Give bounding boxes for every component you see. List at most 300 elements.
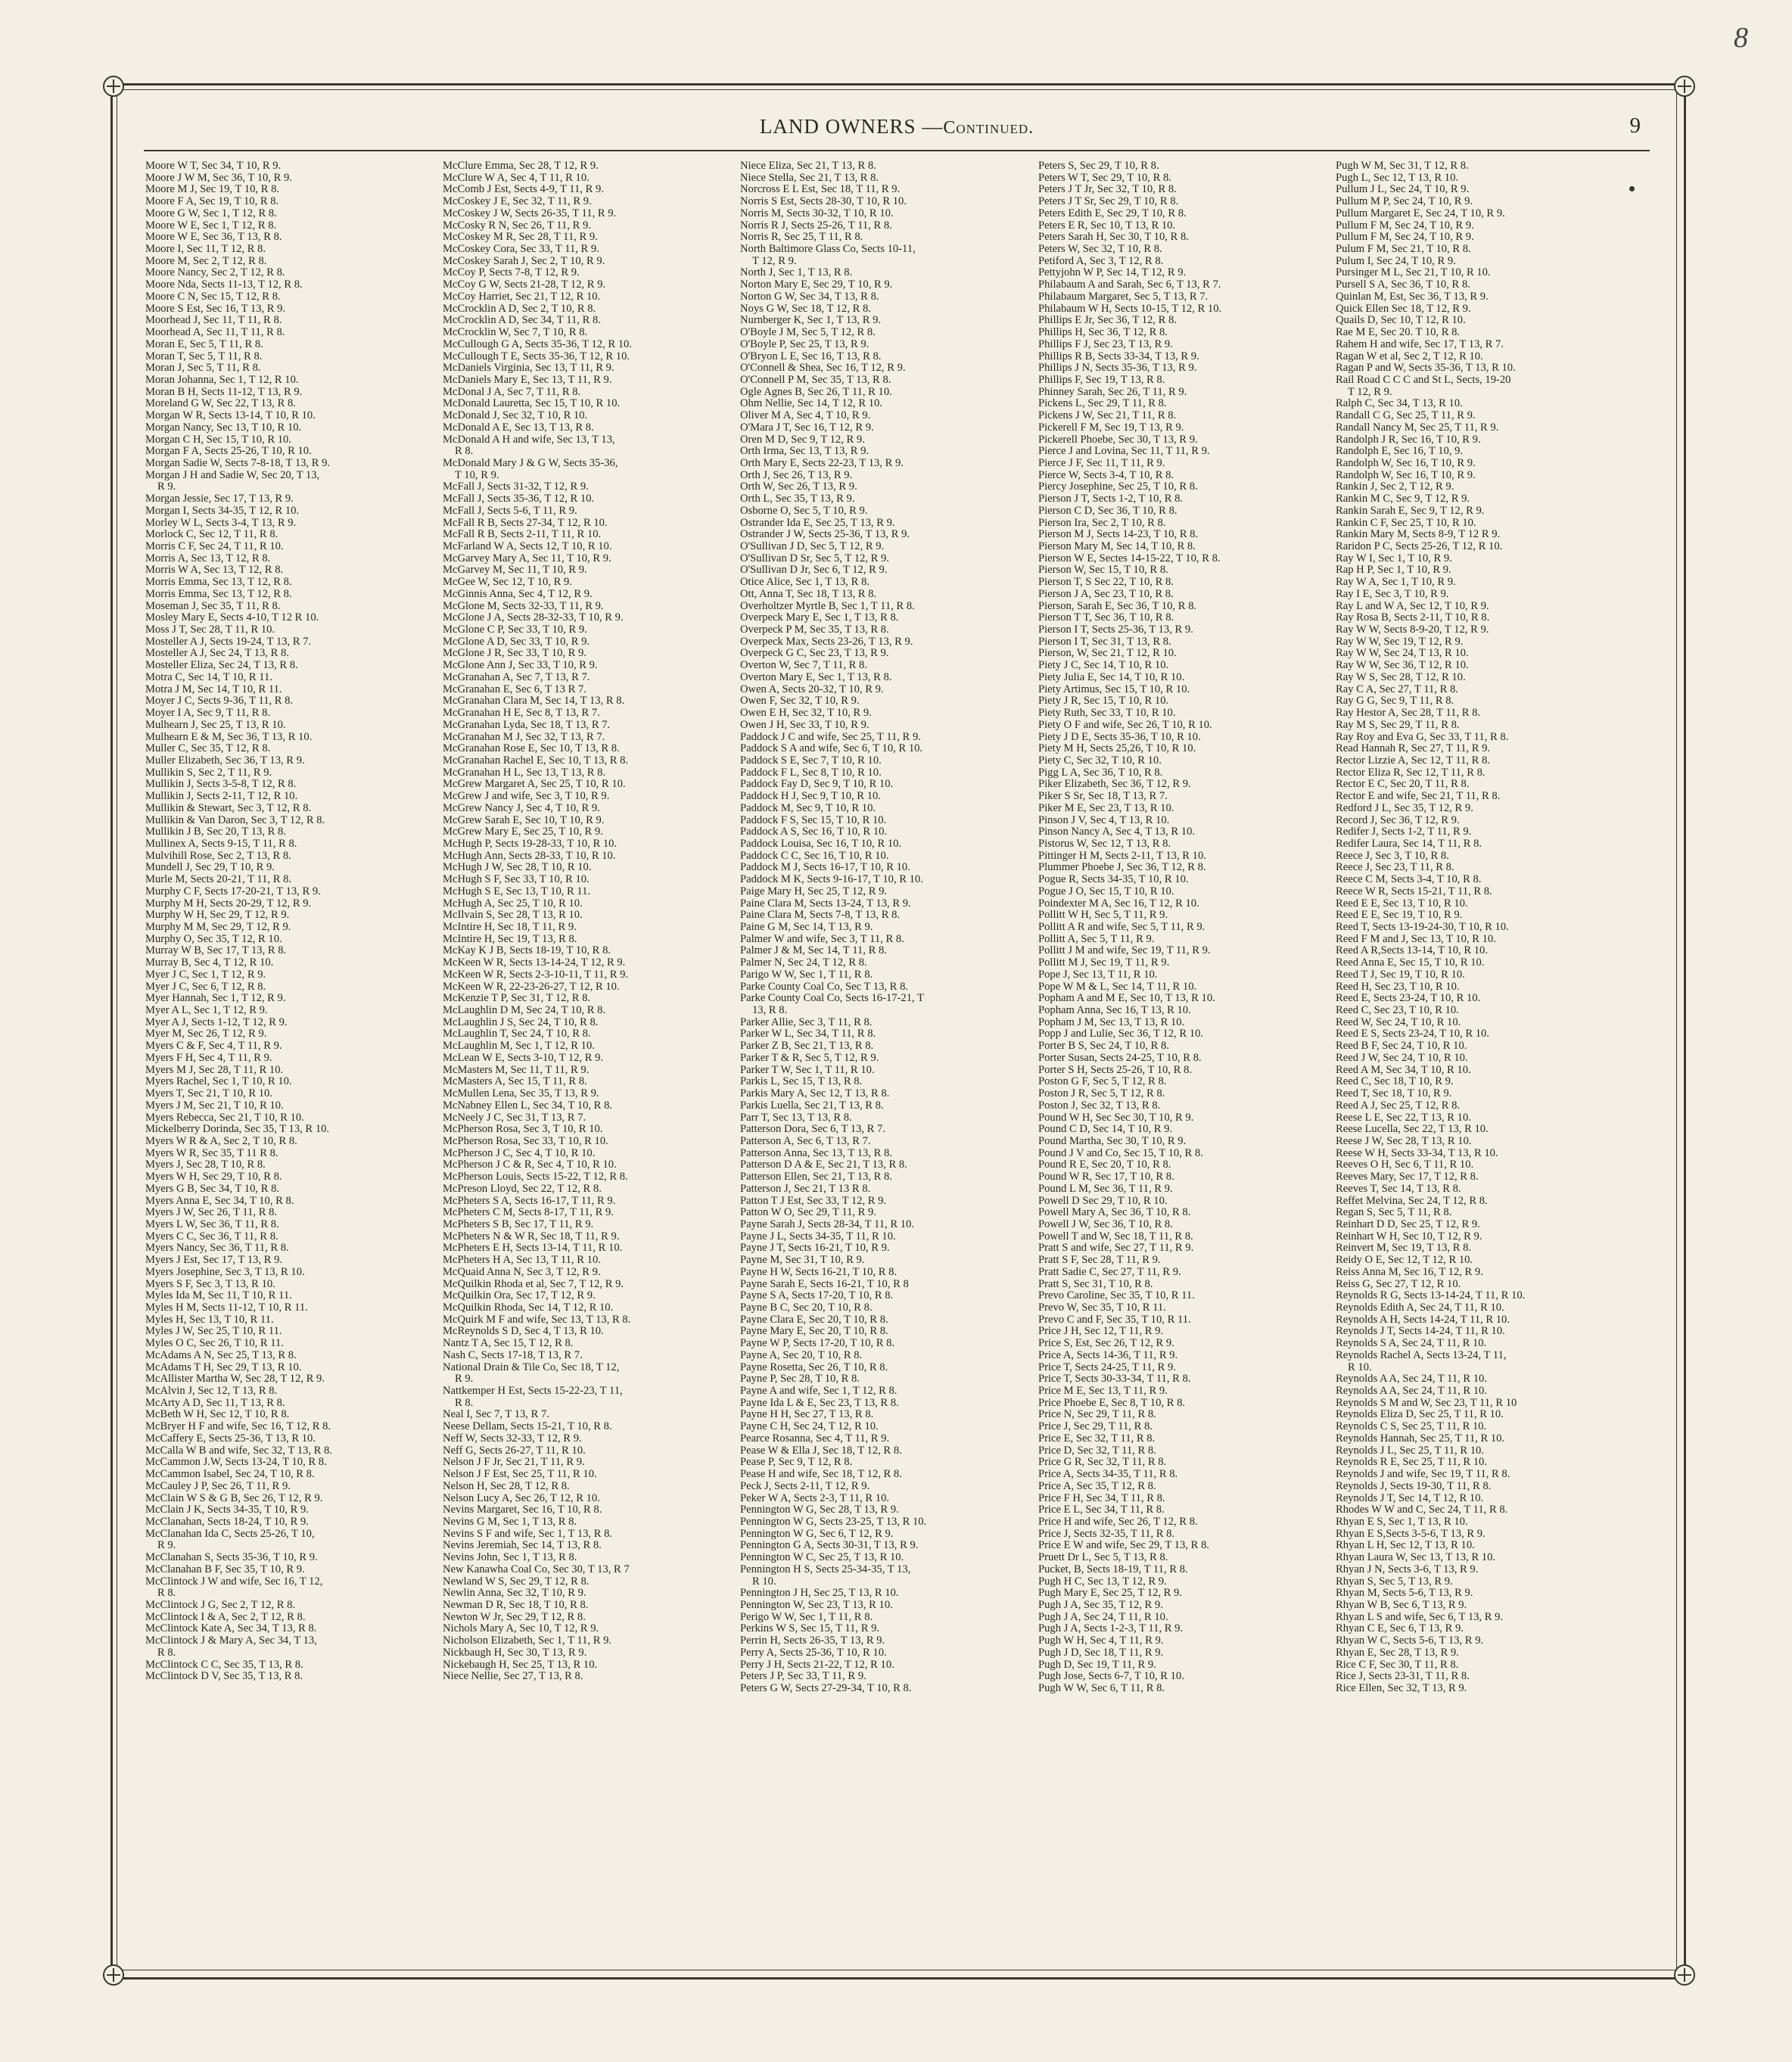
owner-entry: Payne Ida L & E, Sec 23, T 13, R 8. (740, 1396, 899, 1409)
owner-entry: Pierce J and Lovina, Sec 11, T 11, R 9. (1038, 445, 1210, 458)
owner-entry: Moore I, Sec 11, T 12, R 8. (145, 243, 266, 256)
owner-entry: McCauley J P, Sec 26, T 11, R 9. (145, 1479, 291, 1492)
owner-entry: Reece W R, Sects 15-21, T 11, R 8. (1336, 885, 1492, 897)
owner-entry: Pugh J A, Sec 35, T 12, R 9. (1038, 1598, 1163, 1611)
owner-entry: McLaughlin J S, Sec 24, T 10, R 8. (443, 1015, 599, 1028)
owner-entry: Pruett Dr L, Sec 5, T 13, R 8. (1038, 1551, 1168, 1564)
owner-entry: McCammon J.W, Sects 13-24, T 10, R 8. (145, 1456, 327, 1469)
owner-entry: Reynolds S A, Sec 24, T 11, R 10. (1336, 1337, 1487, 1350)
owner-entry: McClintock J G, Sec 2, T 12, R 8. (145, 1598, 296, 1611)
owner-entry: McPheters N & W R, Sec 18, T 11, R 9. (443, 1230, 620, 1242)
owner-entry: Pollitt M J, Sec 19, T 11, R 9. (1038, 956, 1170, 969)
owner-entry: T 10, R 9. (455, 468, 499, 481)
owner-entry: Morlock C, Sec 12, T 11, R 8. (145, 528, 278, 541)
owner-entry: Pugh W W, Sec 6, T 11, R 8. (1038, 1682, 1165, 1694)
owner-entry: Overpeck Mary E, Sec 1, T 13, R 8. (740, 611, 899, 624)
owner-entry: Pierson T T, Sec 36, T 10, R 8. (1038, 611, 1174, 624)
owner-entry: R 8. (455, 1396, 474, 1409)
owner-entry: Moseman J, Sec 35, T 11, R 8. (145, 599, 281, 612)
owner-entry: Rector Eliza R, Sec 12, T 11, R 8. (1336, 766, 1486, 779)
owner-entry: Paddock J C and wife, Sec 25, T 11, R 9. (740, 730, 921, 743)
owner-entry: Payne M, Sec 31, T 10, R 9. (740, 1254, 865, 1267)
owner-entry: Prevo Caroline, Sec 35, T 10, R 11. (1038, 1289, 1195, 1302)
owner-entry: Nicholson Elizabeth, Sec 1, T 11, R 9. (443, 1634, 612, 1647)
owner-entry: Myers J Est, Sec 17, T 13, R 9. (145, 1254, 283, 1267)
owner-entry: Moore Nda, Sects 11-13, T 12, R 8. (145, 278, 303, 291)
column-5 (1336, 160, 1623, 1695)
owner-entry: Reed A R,Sects 13-14, T 10, R 10. (1336, 944, 1488, 957)
owner-entry: Paddock S A and wife, Sec 6, T 10, R 10. (740, 742, 923, 755)
owner-entry: Peters J T Jr, Sec 32, T 10, R 8. (1038, 183, 1177, 196)
owner-entry: McPheters S A, Sects 16-17, T 11, R 9. (443, 1194, 616, 1207)
owner-entry: Paine Clara M, Sects 13-24, T 13, R 9. (740, 897, 911, 910)
owner-entry: Otice Alice, Sec 1, T 13, R 8. (740, 576, 870, 589)
owner-entry: R 8. (157, 1587, 176, 1600)
owner-entry: Nelson J F Jr, Sec 21, T 11, R 9. (443, 1456, 585, 1469)
owner-entry: Paige Mary H, Sec 25, T 12, R 9. (740, 885, 888, 897)
owner-entry: McCullough T E, Sects 35-36, T 12, R 10. (443, 350, 630, 362)
page-title-main: LAND OWNERS — (759, 115, 944, 138)
owner-entry: Quinlan M, Est, Sec 36, T 13, R 9. (1336, 290, 1489, 303)
owner-entry: Myers M J, Sec 28, T 11, R 10. (145, 1063, 284, 1076)
owner-entry: McQuilkin Rhoda et al, Sec 7, T 12, R 9. (443, 1277, 624, 1290)
owner-entry: Price E W and wife, Sec 29, T 13, R 8. (1038, 1539, 1209, 1552)
owner-entry: Overton W, Sec 7, T 11, R 8. (740, 659, 867, 672)
owner-entry: Parigo W W, Sec 1, T 11, R 8. (740, 968, 873, 981)
owner-entry: Pugh W M, Sec 31, T 12, R 8. (1336, 160, 1469, 172)
owner-entry: Ray W W, Sec 24, T 13, R 10. (1336, 647, 1469, 660)
owner-entry: Overton Mary E, Sec 1, T 13, R 8. (740, 670, 892, 683)
page-corner-mark: 8 (1734, 22, 1748, 54)
owner-entry: Owen F, Sec 32, T 10, R 9. (740, 695, 860, 708)
owner-entry: McFall R B, Sects 2-11, T 11, R 10. (443, 528, 602, 541)
owner-entry: Moran Johanna, Sec 1, T 12, R 10. (145, 373, 299, 386)
owner-entry: Paine G M, Sec 14, T 13, R 9. (740, 921, 873, 933)
owner-entry: McHugh S F, Sec 33, T 10, R 10. (443, 873, 590, 886)
owner-entry: Rap H P, Sec 1, T 10, R 9. (1336, 564, 1451, 577)
owner-entry: Niece Eliza, Sec 21, T 13, R 8. (740, 160, 876, 172)
owner-entry: Reese Lucella, Sec 22, T 13, R 10. (1336, 1123, 1489, 1136)
owner-entry: Reeves T, Sec 14, T 13, R 8. (1336, 1182, 1461, 1195)
owner-entry: Pennington G A, Sects 30-31, T 13, R 9. (740, 1539, 919, 1552)
owner-entry: Rhyan M, Sects 5-6, T 13, R 9. (1336, 1587, 1473, 1600)
owner-entry: Orth L, Sec 35, T 13, R 9. (740, 493, 855, 505)
owner-entry: Ogle Agnes B, Sec 26, T 11, R 10. (740, 385, 892, 398)
owner-entry: McPherson J C & R, Sec 4, T 10, R 10. (443, 1159, 617, 1171)
owner-entry: Rhyan W B, Sec 6, T 13, R 9. (1336, 1598, 1467, 1611)
owner-entry: Price Phoebe E, Sec 8, T 10, R 8. (1038, 1396, 1186, 1409)
owner-entry: Raridon P C, Sects 25-26, T 12, R 10. (1336, 540, 1503, 552)
owner-entry: McKenzie T P, Sec 31, T 12, R 8. (443, 992, 591, 1005)
owner-entry: Reed E E, Sec 13, T 10, R 10. (1336, 897, 1468, 910)
owner-entry: Pease H and wife, Sec 18, T 12, R 8. (740, 1468, 902, 1481)
owner-entry: McGrew Margaret A, Sec 25, T 10, R 10. (443, 778, 626, 791)
owner-entry: Moore G W, Sec 1, T 12, R 8. (145, 207, 277, 219)
owner-entry: Morley W L, Sects 3-4, T 13, R 9. (145, 516, 297, 529)
owner-entry: McHugh Ann, Sects 28-33, T 10, R 10. (443, 849, 616, 862)
owner-entry: McGranahan Rachel E, Sec 10, T 13, R 8. (443, 754, 629, 767)
owner-entry: Phillips E Jr, Sec 36, T 12, R 8. (1038, 314, 1177, 327)
owner-entry: Morris C F, Sec 24, T 11, R 10. (145, 540, 284, 552)
owner-entry: Patterson Anna, Sec 13, T 13, R 8. (740, 1146, 892, 1159)
owner-entry: Overholtzer Myrtle B, Sec 1, T 11, R 8. (740, 599, 915, 612)
owner-entry: Rhyan E S, Sec 1, T 13, R 10. (1336, 1515, 1468, 1528)
owner-entry: Myles H M, Sects 11-12, T 10, R 11. (145, 1302, 308, 1314)
owner-entry: Pennington W G, Sects 23-25, T 13, R 10. (740, 1515, 927, 1528)
owner-entry: McDaniels Mary E, Sec 13, T 11, R 9. (443, 373, 612, 386)
owner-entry: Noys G W, Sec 18, T 12, R 8. (740, 302, 871, 315)
owner-entry: Quails D, Sec 10, T 12, R 10. (1336, 314, 1466, 327)
owner-entry: Motra C, Sec 14, T 10, R 11. (145, 670, 272, 683)
owner-entry: Payne P, Sec 28, T 10, R 8. (740, 1373, 860, 1386)
owner-entry: Pickens J W, Sec 21, T 11, R 8. (1038, 409, 1177, 422)
owner-entry: Reed C, Sec 23, T 10, R 10. (1336, 1004, 1459, 1017)
owner-entry: Payne Clara E, Sec 20, T 10, R 8. (740, 1313, 888, 1326)
owner-entry: Myer M, Sec 26, T 12, R 9. (145, 1028, 267, 1040)
column-4 (1038, 160, 1326, 1695)
owner-entry: Moore M J, Sec 19, T 10, R 8. (145, 183, 280, 196)
owner-entry: Pugh J D, Sec 18, T 11, R 9. (1038, 1646, 1164, 1659)
owner-entry: Mundell J, Sec 29, T 10, R 9. (145, 861, 275, 874)
owner-entry: McClure Emma, Sec 28, T 12, R 9. (443, 160, 599, 172)
owner-entry: Ralph C, Sec 34, T 13, R 10. (1336, 397, 1463, 410)
owner-entry: Murphy O, Sec 35, T 12, R 10. (145, 932, 282, 945)
owner-entry: Reiss G, Sec 27, T 12, R 10. (1336, 1277, 1461, 1290)
owner-entry: Parker Allie, Sec 3, T 11, R 8. (740, 1015, 873, 1028)
owner-entry: Ray G G, Sec 9, T 11, R 8. (1336, 695, 1454, 708)
owner-entry: 13, R 8. (752, 1004, 788, 1017)
column-2 (443, 160, 730, 1683)
owner-entry: McDonald A E, Sec 13, T 13, R 8. (443, 421, 594, 434)
owner-entry: Mosley Mary E, Sects 4-10, T 12 R 10. (145, 611, 319, 624)
owner-entry: New Kanawha Coal Co, Sec 30, T 13, R 7 (443, 1563, 630, 1575)
owner-entry: Parkis Luella, Sec 21, T 13, R 8. (740, 1099, 884, 1112)
owner-entry: Pierson Ira, Sec 2, T 10, R 8. (1038, 516, 1166, 529)
owner-entry: Payne W P, Sects 17-20, T 10, R 8. (740, 1337, 895, 1350)
owner-entry: Price A, Sects 14-36, T 11, R 9. (1038, 1348, 1178, 1361)
owner-entry: Ragan P and W, Sects 35-36, T 13, R 10. (1336, 362, 1516, 375)
owner-entry: Pierson Mary M, Sec 14, T 10, R 8. (1038, 540, 1196, 552)
owner-entry: Moyer I A, Sec 9, T 11, R 8. (145, 707, 271, 720)
owner-entry: Pound R E, Sec 20, T 10, R 8. (1038, 1159, 1171, 1171)
owner-entry: McClanahan B F, Sec 35, T 10, R 9. (145, 1563, 305, 1575)
owner-entry: Parker T W, Sec 1, T 11, R 10. (740, 1063, 875, 1076)
owner-entry: Payne H W, Sects 16-21, T 10, R 8. (740, 1265, 898, 1278)
owner-entry: Pugh D, Sec 19, T 11, R 9. (1038, 1658, 1156, 1671)
owner-entry: Pigg L A, Sec 36, T 10, R 8. (1038, 766, 1163, 779)
owner-entry: McLaughlin D M, Sec 24, T 10, R 8. (443, 1004, 606, 1017)
owner-entry: Reynolds A A, Sec 24, T 11, R 10. (1336, 1385, 1488, 1398)
owner-entry: McCoskey Cora, Sec 33, T 11, R 9. (443, 243, 599, 256)
owner-entry: Myers Rachel, Sec 1, T 10, R 10. (145, 1075, 292, 1088)
owner-entry: Patton W O, Sec 29, T 11, R 9. (740, 1206, 876, 1219)
owner-entry: McNeely J C, Sec 31, T 13, R 7. (443, 1111, 586, 1124)
owner-entry: Orth Mary E, Sects 22-23, T 13, R 9. (740, 456, 904, 469)
owner-entry: Morgan F A, Sects 25-26, T 10, R 10. (145, 445, 312, 458)
owner-entry: Nash C, Sects 17-18, T 13, R 7. (443, 1348, 583, 1361)
owner-entry: McPherson Rosa, Sec 3, T 10, R 10. (443, 1123, 603, 1136)
owner-entry: Mulvihill Rose, Sec 2, T 13, R 8. (145, 849, 291, 862)
owner-entry: Pierson M J, Sects 14-23, T 10, R 8. (1038, 528, 1199, 541)
owner-entry: McLaughlin T, Sec 24, T 10, R 8. (443, 1028, 591, 1040)
owner-entry: Perry A, Sects 25-36, T 10, R 10. (740, 1646, 887, 1659)
owner-entry: Reese J W, Sec 28, T 13, R 10. (1336, 1134, 1472, 1147)
owner-entry: Rahem H and wife, Sec 17, T 13, R 7. (1336, 337, 1504, 350)
owner-entry: Neff W, Sects 32-33, T 12, R 9. (443, 1432, 582, 1445)
owner-entry: Price A, Sects 34-35, T 11, R 8. (1038, 1468, 1178, 1481)
page-number: 9 (1629, 114, 1641, 138)
owner-entry: Morgan Jessie, Sec 17, T 13, R 9. (145, 493, 294, 505)
owner-entry: Porter S H, Sects 25-26, T 10, R 8. (1038, 1063, 1192, 1076)
owner-entry: Price A, Sec 35, T 12, R 8. (1038, 1479, 1156, 1492)
owner-entry: McClanahan, Sects 18-24, T 10, R 9. (145, 1515, 309, 1528)
owner-entry: McCrocklin W, Sec 7, T 10, R 8. (443, 326, 588, 339)
owner-entry: Nevins Margaret, Sec 16, T 10, R 8. (443, 1504, 602, 1516)
owner-entry: Rice Ellen, Sec 32, T 13, R 9. (1336, 1682, 1467, 1694)
owner-entry: Nurnberger K, Sec 1, T 13, R 9. (740, 314, 882, 327)
owner-entry: McGinnis Anna, Sec 4, T 12, R 9. (443, 587, 593, 600)
owner-entry: Pennington J H, Sec 25, T 13, R 10. (740, 1587, 899, 1600)
owner-entry: Reynolds Hannah, Sec 25, T 11, R 10. (1336, 1432, 1505, 1445)
page-header (144, 114, 1650, 147)
owner-entry: Parke County Coal Co, Sects 16-17-21, T (740, 992, 924, 1005)
owner-entry: Phinney Sarah, Sec 26, T 11, R 9. (1038, 385, 1187, 398)
owner-entry: Reynolds R E, Sec 25, T 11, R 10. (1336, 1456, 1487, 1469)
owner-entry: Peters J T Sr, Sec 29, T 10, R 8. (1038, 195, 1179, 208)
owner-entry: McCoskey M R, Sec 28, T 11, R 9. (443, 231, 598, 244)
owner-entry: Morris W A, Sec 13, T 12, R 8. (145, 564, 284, 577)
owner-entry: Morgan Nancy, Sec 13, T 10, R 10. (145, 421, 302, 434)
owner-entry: Pogue J O, Sec 15, T 10, R 10. (1038, 885, 1174, 897)
owner-entry: Myers F H, Sec 4, T 11, R 9. (145, 1051, 272, 1064)
owner-entry: Murray W B, Sec 17, T 13, R 8. (145, 944, 287, 957)
owner-entry: Price D, Sec 32, T 11, R 8. (1038, 1444, 1156, 1457)
owner-entry: Myers L W, Sec 36, T 11, R 8. (145, 1218, 279, 1230)
owner-entry: Patton T J Est, Sec 33, T 12, R 9. (740, 1194, 887, 1207)
owner-entry: Ragan W et al, Sec 2, T 12, R 10. (1336, 350, 1483, 362)
owner-entry: Pratt S, Sec 31, T 10, R 8. (1038, 1277, 1153, 1290)
owner-entry: Rail Road C C C and St L, Sects, 19-20 (1336, 373, 1511, 386)
owner-entry: Pettyjohn W P, Sec 14, T 12, R 9. (1038, 266, 1187, 279)
owner-entry: Norris R J, Sects 25-26, T 11, R 8. (740, 219, 892, 232)
owner-entry: Paddock H J, Sec 9, T 10, R 10. (740, 790, 881, 803)
owner-entry: Moore W E, Sec 1, T 12, R 8. (145, 219, 277, 232)
owner-entry: Parke County Coal Co, Sec T 13, R 8. (740, 980, 909, 993)
owner-entry: Reynolds S M and W, Sec 23, T 11, R 10 (1336, 1396, 1517, 1409)
owner-entry: Pope J, Sec 13, T 11, R 10. (1038, 968, 1158, 981)
owner-entry: Phillips F, Sec 19, T 13, R 8. (1038, 373, 1165, 386)
owner-entry: Myer J C, Sec 1, T 12, R 9. (145, 968, 266, 981)
owner-entry: Ohm Nellie, Sec 14, T 12, R 10. (740, 397, 882, 410)
owner-entry: Moore F A, Sec 19, T 10, R 8. (145, 195, 279, 208)
owner-entry: Moss J T, Sec 28, T 11, R 10. (145, 624, 275, 636)
owner-entry: Rhyan S, Sec 5, T 13, R 9. (1336, 1575, 1453, 1588)
owner-entry: O'Sullivan D Jr, Sec 6, T 12, R 9. (740, 564, 888, 577)
owner-entry: Morgan W R, Sects 13-14, T 10, R 10. (145, 409, 316, 422)
owner-entry: McCoskey J E, Sec 32, T 11, R 9. (443, 195, 592, 208)
owner-entry: McFall J, Sects 31-32, T 12, R 9. (443, 481, 589, 493)
owner-entry: Popham J M, Sec 13, T 13, R 10. (1038, 1015, 1185, 1028)
owner-entry: Philabaum W H, Sects 10-15, T 12, R 10. (1038, 302, 1222, 315)
header-rule (144, 150, 1650, 151)
owner-entry: Orth J, Sec 26, T 13, R 9. (740, 468, 853, 481)
owner-entry: Rhodes W W and C, Sec 24, T 11, R 8. (1336, 1504, 1508, 1516)
owner-entry: Myer Hannah, Sec 1, T 12, R 9. (145, 992, 286, 1005)
owner-entry: McCaffery E, Sects 25-36, T 13, R 10. (145, 1432, 316, 1445)
owner-entry: Norcross E L Est, Sec 18, T 11, R 9. (740, 183, 901, 196)
owner-entry: Pullum F M, Sec 24, T 10, R 9. (1336, 231, 1474, 244)
owner-entry: McClain J K, Sects 34-35, T 10, R 9. (145, 1504, 309, 1516)
owner-entry: Moran T, Sec 5, T 11, R 8. (145, 350, 263, 362)
owner-entry: McClintock D V, Sec 35, T 13, R 8. (145, 1670, 303, 1683)
owner-entry: Ray W W, Sects 8-9-20, T 12, R 9. (1336, 624, 1489, 636)
owner-entry: McGarvey M, Sec 11, T 10, R 9. (443, 564, 587, 577)
owner-entry: Reece J, Sec 23, T 11, R 8. (1336, 861, 1454, 874)
owner-entry: Piety J R, Sec 15, T 10, R 10. (1038, 695, 1169, 708)
owner-entry: Myers J, Sec 28, T 10, R 8. (145, 1159, 266, 1171)
owner-entry: Orth Irma, Sec 13, T 13, R 9. (740, 445, 870, 458)
owner-entry: McQuirk M F and wife, Sec 13, T 13, R 8. (443, 1313, 631, 1326)
owner-entry: Pierson W, Sec 15, T 10, R 8. (1038, 564, 1168, 577)
owner-entry: Price T, Sects 30-33-34, T 11, R 8. (1038, 1373, 1191, 1386)
owner-entry: Reynolds J L, Sec 25, T 11, R 10. (1336, 1444, 1484, 1457)
owner-entry: Poston J R, Sec 5, T 12, R 8. (1038, 1087, 1165, 1100)
owner-entry: Mosteller A J, Sects 19-24, T 13, R 7. (145, 635, 312, 648)
owner-entry: Moore Nancy, Sec 2, T 12, R 8. (145, 266, 285, 279)
owner-entry: McGranahan A, Sec 7, T 13, R 7. (443, 670, 590, 683)
owner-entry: Petiford A, Sec 3, T 12, R 8. (1038, 254, 1164, 267)
owner-entry: Palmer W and wife, Sec 3, T 11, R 8. (740, 932, 904, 945)
owner-entry: McPherson J C, Sec 4, T 10, R 10. (443, 1146, 596, 1159)
owner-entry: Phillips R B, Sects 33-34, T 13, R 9. (1038, 350, 1199, 362)
owner-entry: Payne J T, Sects 16-21, T 10, R 9. (740, 1242, 890, 1255)
owner-entry: Popp J and Lulie, Sec 36, T 12, R 10. (1038, 1028, 1203, 1040)
owner-entry: Myers Rebecca, Sec 21, T 10, R 10. (145, 1111, 304, 1124)
owner-entry: Myles H, Sec 13, T 10, R 11. (145, 1313, 274, 1326)
owner-entry: Piety Ruth, Sec 33, T 10, R 10. (1038, 707, 1176, 720)
owner-entry: Palmer N, Sec 24, T 12, R 8. (740, 956, 867, 969)
owner-entry: Peters Edith E, Sec 29, T 10, R 8. (1038, 207, 1187, 219)
page-title (144, 115, 1650, 138)
owner-entry: Mullikin & Stewart, Sec 3, T 12, R 8. (145, 801, 312, 814)
owner-entry: Powell Mary A, Sec 36, T 10, R 8. (1038, 1206, 1191, 1219)
owner-entry: Peters E R, Sec 10, T 13, R 10. (1038, 219, 1176, 232)
owner-entry: Moore W E, Sec 36, T 13, R 8. (145, 231, 282, 244)
owner-entry: Reed A J, Sec 25, T 12, R 8. (1336, 1099, 1461, 1112)
owner-entry: Pennington H S, Sects 25-34-35, T 13, (740, 1563, 911, 1575)
owner-entry: Newman D R, Sec 18, T 10, R 8. (443, 1598, 589, 1611)
owner-entry: Perry J H, Sects 21-22, T 12, R 10. (740, 1658, 894, 1671)
owner-entry: Randolph W, Sec 16, T 10, R 9. (1336, 456, 1476, 469)
owner-entry: North J, Sec 1, T 13, R 8. (740, 266, 853, 279)
owner-entry: Reed T, Sects 13-19-24-30, T 10, R 10. (1336, 921, 1509, 933)
owner-entry: Payne Rosetta, Sec 26, T 10, R 8. (740, 1361, 888, 1373)
page-title-continued: Continued. (943, 118, 1034, 138)
owner-entry: Ostrander Ida E, Sec 25, T 13, R 9. (740, 516, 895, 529)
owner-entry: McIntire H, Sec 19, T 13, R 8. (443, 932, 577, 945)
owner-entry: Popham A and M E, Sec 10, T 13, R 10. (1038, 992, 1215, 1005)
owner-entry: Ostrander J W, Sects 25-36, T 13, R 9. (740, 528, 910, 541)
owner-entry: Morgan C H, Sec 15, T 10, R 10. (145, 433, 291, 446)
owner-entry: Rhyan C E, Sec 6, T 13, R 9. (1336, 1622, 1464, 1635)
owner-entry: Paddock C C, Sec 16, T 10, R 10. (740, 849, 889, 862)
owner-entry: Pound J V and Co, Sec 15, T 10, R 8. (1038, 1146, 1203, 1159)
owner-entry: McComb J Est, Sects 4-9, T 11, R 9. (443, 183, 604, 196)
owner-entry: McFall J, Sects 35-36, T 12, R 10. (443, 493, 595, 505)
owner-entry: McPreson Lloyd, Sec 22, T 12, R 8. (443, 1182, 602, 1195)
owner-entry: Mullinex A, Sects 9-15, T 11, R 8. (145, 837, 297, 850)
owner-entry: Norris R, Sec 25, T 11, R 8. (740, 231, 863, 244)
owner-entry: Rhyan L S and wife, Sec 6, T 13, R 9. (1336, 1610, 1504, 1623)
owner-entry: Oliver M A, Sec 4, T 10, R 9. (740, 409, 871, 422)
owner-entry: McPherson Rosa, Sec 33, T 10, R 10. (443, 1134, 608, 1147)
owner-entry: McGee W, Sec 12, T 10, R 9. (443, 576, 572, 589)
owner-entry: Porter Susan, Sects 24-25, T 10, R 8. (1038, 1051, 1202, 1064)
owner-entry: O'Sullivan J D, Sec 5, T 12, R 9. (740, 540, 885, 552)
owner-entry: Myers S F, Sec 3, T 13, R 10. (145, 1277, 275, 1290)
owner-entry: Reynolds A A, Sec 24, T 11, R 10. (1336, 1373, 1488, 1386)
owner-entry: McCoy Harriet, Sec 21, T 12, R 10. (443, 290, 601, 303)
owner-entry: Mullikin J, Sects 3-5-8, T 12, R 8. (145, 778, 297, 791)
owner-entry: Plummer Phoebe J, Sec 36, T 12, R 8. (1038, 861, 1206, 874)
owner-entry: Overpeck G C, Sec 23, T 13, R 9. (740, 647, 889, 660)
owner-entry: Rice C F, Sec 30, T 11, R 8. (1336, 1658, 1459, 1671)
owner-entry: Pollitt J M and wife, Sec 19, T 11, R 9. (1038, 944, 1211, 957)
owner-entry: Moore W T, Sec 34, T 10, R 9. (145, 160, 282, 172)
owner-entry: Pinson Nancy A, Sec 4, T 13, R 10. (1038, 826, 1196, 838)
owner-entry: McAllister Martha W, Sec 28, T 12, R 9. (145, 1373, 325, 1386)
owner-entry: Poston G F, Sec 5, T 12, R 8. (1038, 1075, 1167, 1088)
owner-entry: Newton W Jr, Sec 29, T 12, R 8. (443, 1610, 586, 1623)
owner-entry: Pulum I, Sec 24, T 10, R 9. (1336, 254, 1456, 267)
owner-entry: Pursell S A, Sec 36, T 10, R 8. (1336, 278, 1470, 291)
owner-entry: Reynolds C S, Sec 25, T 11, R 10. (1336, 1420, 1487, 1433)
owner-entry: Piety C, Sec 32, T 10, R 10. (1038, 754, 1162, 767)
owner-entry: Prevo C and F, Sec 35, T 10, R 11. (1038, 1313, 1191, 1326)
owner-entry: Pickens L, Sec 29, T 11, R 8. (1038, 397, 1167, 410)
owner-entry: Redifer J, Sects 1-2, T 11, R 9. (1336, 826, 1472, 838)
owner-entry: McMasters M, Sec 11, T 11, R 9. (443, 1063, 590, 1076)
owner-entry: Reed C, Sec 18, T 10, R 9. (1336, 1075, 1454, 1088)
owner-entry: McGranahan Lyda, Sec 18, T 13, R 7. (443, 718, 611, 731)
owner-entry: O'Connell P M, Sec 35, T 13, R 8. (740, 373, 891, 386)
owner-entry: Myers W R & A, Sec 2, T 10, R 8. (145, 1134, 297, 1147)
owner-entry: Rankin Sarah E, Sec 9, T 12, R 9. (1336, 504, 1485, 517)
owner-entry: Pierson I T, Sects 25-36, T 13, R 9. (1038, 624, 1193, 636)
owner-entry: Pugh Jose, Sects 6-7, T 10, R 10. (1038, 1670, 1184, 1683)
owner-entry: Morris Emma, Sec 13, T 12, R 8. (145, 587, 292, 600)
owner-entry: Pennington W G, Sec 28, T 13, R 9. (740, 1504, 899, 1516)
owner-entry: O'Mara J T, Sec 16, T 12, R 9. (740, 421, 874, 434)
owner-entry: Nevins G M, Sec 1, T 13, R 8. (443, 1515, 577, 1528)
owner-entry: Price J, Sec 29, T 11, R 8. (1038, 1420, 1153, 1433)
owner-entry: Newlin Anna, Sec 32, T 10, R 9. (443, 1587, 586, 1600)
owner-entry: Motra J M, Sec 14, T 10, R 11. (145, 683, 282, 695)
owner-entry: R 9. (157, 1539, 176, 1552)
owner-entry: Palmer J & M, Sec 14, T 11, R 8. (740, 944, 887, 957)
owner-entry: Rector Lizzie A, Sec 12, T 11, R 8. (1336, 754, 1491, 767)
owner-entry: McReynolds S D, Sec 4, T 13, R 10. (443, 1325, 604, 1338)
owner-entry: Owen E H, Sec 32, T 10, R 9. (740, 707, 872, 720)
owner-entry: Porter B S, Sec 24, T 10, R 8. (1038, 1040, 1169, 1053)
owner-entry: Myers J W, Sec 26, T 11, R 8. (145, 1206, 278, 1219)
owner-entry: Myers C C, Sec 36, T 11, R 8. (145, 1230, 278, 1242)
owner-entry: Myles Ida M, Sec 11, T 10, R 11. (145, 1289, 292, 1302)
owner-entry: McGrew J and wife, Sec 3, T 10, R 9. (443, 790, 610, 803)
owner-entry: McDonal J A, Sec 7, T 11, R 8. (443, 385, 581, 398)
owner-entry: Reynolds Edith A, Sec 24, T 11, R 10. (1336, 1302, 1504, 1314)
owner-entry: Morris Emma, Sec 13, T 12, R 8. (145, 576, 292, 589)
